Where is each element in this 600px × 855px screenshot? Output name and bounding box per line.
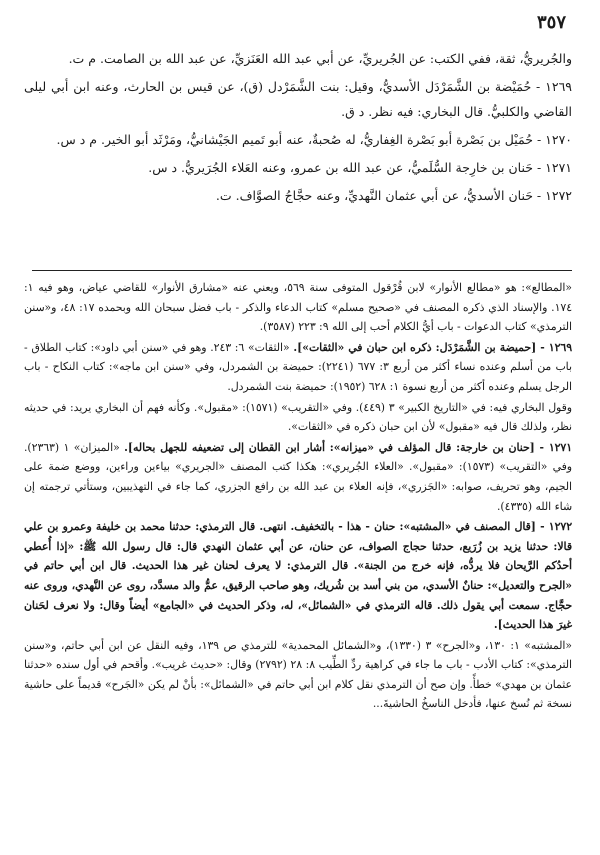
note-body: «المطالع»: هو «مطالع الأنوار» لابن قُرْقول المتوفى سنة ٥٦٩، ويعني عنه «مشارق الأنوار» للقاضي عياض، وهو فيه ١: ١٧٤. والإسناد الذي ذكره المصنف في «صحيح مسلم» كتاب الدعاء والذكر - باب فضل سبحان الله وبحمده ١٧: ٤٨، و«سنن الترمذي» كتاب الدعوات - باب أيُّ الكلام أحب إلى الله ٩: ٢٢٣ (٣٥٨٧). — [24, 281, 572, 334]
footnotes — [24, 278, 572, 715]
note-1271 — [24, 438, 572, 516]
note-1272-sources — [24, 636, 572, 714]
entry-1271: ١٢٧١ - حَنان بن خارِجة السُّلَميُّ، عن عبد الله بن عمرو، وعنه العَلاء الجُرَيريُّ. د س. — [148, 160, 572, 175]
main-entries — [24, 46, 572, 211]
note-1269-bukhari — [24, 398, 572, 437]
note-head: ١٢٧٢ - [قال المصنف في «المشتبه»: حنان - هذا - بالتخفيف. انتهى. قال الترمذي: حدثنا محمد بن خليفة وعمرو بن علي قالا: حدثنا يزيد بن زُرَيع، حدثنا حجاج الصواف، عن حنان، عن أبي عثمان النهدي قال: قال رسول الله ﷺ: «إذا أُعطي أحدُكم الرَّيحان فلا يردُّه، فإنه خرج من الجنة». قال الترمذي: لا يعرف لحنان غير هذا الحديث. قال ابن أبي حاتم في «الجرح والتعديل»: حنانٌ الأسدي، من بني أسد بن شُريك، وهو صاحب الرقيق، عمُّ والد مسدَّد، روى عن النَّهدي، وروى عنه حجَّاج. سمعت أبي يقول ذلك. قاله الترمذي في «الشمائل»، له، وذكر الحديث في «الجامع» أيضاً وقال: ولا نعرف لحَنان غيرَ هذا الحديث]. — [24, 520, 572, 632]
note-body: «الميزان» ١ (٢٣٦٣). وفي «التقريب» (١٥٧٣): «مقبول». «العلاء الجُريري»: هكذا كتب المصنف «الجريري» بياءين وراءين، ووضع ضمة على الجيم، وهو تحريف، صوابه: «الجَزري»، فإنه العلاء بن عبد الله بن رافع الجزري، كما جاء في التهذيبين، وستأتي ترجمته إن شاء الله (٤٣٣٥). — [24, 440, 572, 513]
entry-1272: ١٢٧٢ - حَنان الأسديُّ، عن أبي عثمان النَّهديِّ، وعنه حجَّاجُ الصوَّاف. ت. — [215, 188, 572, 203]
note-1269 — [24, 338, 572, 397]
page-number: ٣٥٧ — [536, 12, 566, 33]
footnote-separator — [32, 270, 572, 271]
entry-1270: ١٢٧٠ - حُمَيْل بن بَصْرة أبو بَصْرة الغِفاريُّ، له صُحبةٌ، عنه أبو تَميم الجَيْشانيُّ، ومَرْثَد أبو الخير. م د س. — [56, 132, 572, 147]
note-matali — [24, 278, 572, 337]
entry-continuation: والجُريريُّ، ثقة، ففي الكتب: عن الجُريريِّ، عن أبي عبد الله العَنَزيِّ، عن عبد الله بن الصامت. م ت. — [68, 51, 572, 66]
note-body: وقول البخاري فيه: في «التاريخ الكبير» ٣ (٤٤٩). وفي «التقريب» (١٥٧١): «مقبول». وكأنه فهم أن البخاري يريد: في حديثه نظر، ولذلك قال فيه «مقبول» لأن ابن حبان ذكره في «الثقات». — [24, 400, 572, 434]
note-body: «المشتبه» ١: ١٣٠، و«الجرح» ٣ (١٣٣٠)، و«الشمائل المحمدية» للترمذي ص ١٣٩، وفيه النقل عن ابن أبي حاتم، و«سنن الترمذي»: كتاب الأدب - باب ما جاء في كراهية ردِّ الطِّيب ٨: ٢٨ (٢٧٩٢) وقال: «حديث غريب». وأقحم في أول سنده «حدثنا عثمان بن مهدي» خطأً. وإن صح أن الترمذي نقل كلام ابن أبي حاتم في «الشمائل»: بأنْ لم يكن «الجَرح» قديماً على حاشية نسخة ثم نُسخ عنها، فأدخل الناسخُ الحاشيةَ... — [24, 638, 572, 711]
note-body: «الثقات» ٦: ٢٤٣. وهو في «سنن أبي داود»: كتاب الطلاق - باب من أسلم وعنده نساء أكثر من أربع ٣: ٦٧٧ (٢٢٤١): حميضة بن الشمردل، وفي «سنن ابن ماجه»: كتاب النكاح - باب الرجل يسلم وعنده أكثر من أربع نسوة ١: ٦٢٨ (١٩٥٢): حميضة بنت الشمردل. — [24, 340, 572, 393]
note-head: ١٢٧١ - [حنان بن خارجة: قال المؤلف في «ميزانه»: أشار ابن القطان إلى تضعيفه للجهل بحاله]. — [124, 440, 573, 454]
note-1272 — [24, 517, 572, 635]
entry-1269: ١٢٦٩ - حُمَيْضة بن الشَّمَرْدَل الأسديُّ، وقيل: بنت الشَّمَرْدل (ق)، عن قيس بن الحارث، وعنه ابن أبي ليلى القاضي والكلبيُّ. قال البخاري: فيه نظر. د ق. — [24, 79, 572, 119]
note-head: ١٢٦٩ - [حميضة بن الشَّمَرْدَل: ذكره ابن حبان في «الثقات»]. — [293, 340, 572, 354]
